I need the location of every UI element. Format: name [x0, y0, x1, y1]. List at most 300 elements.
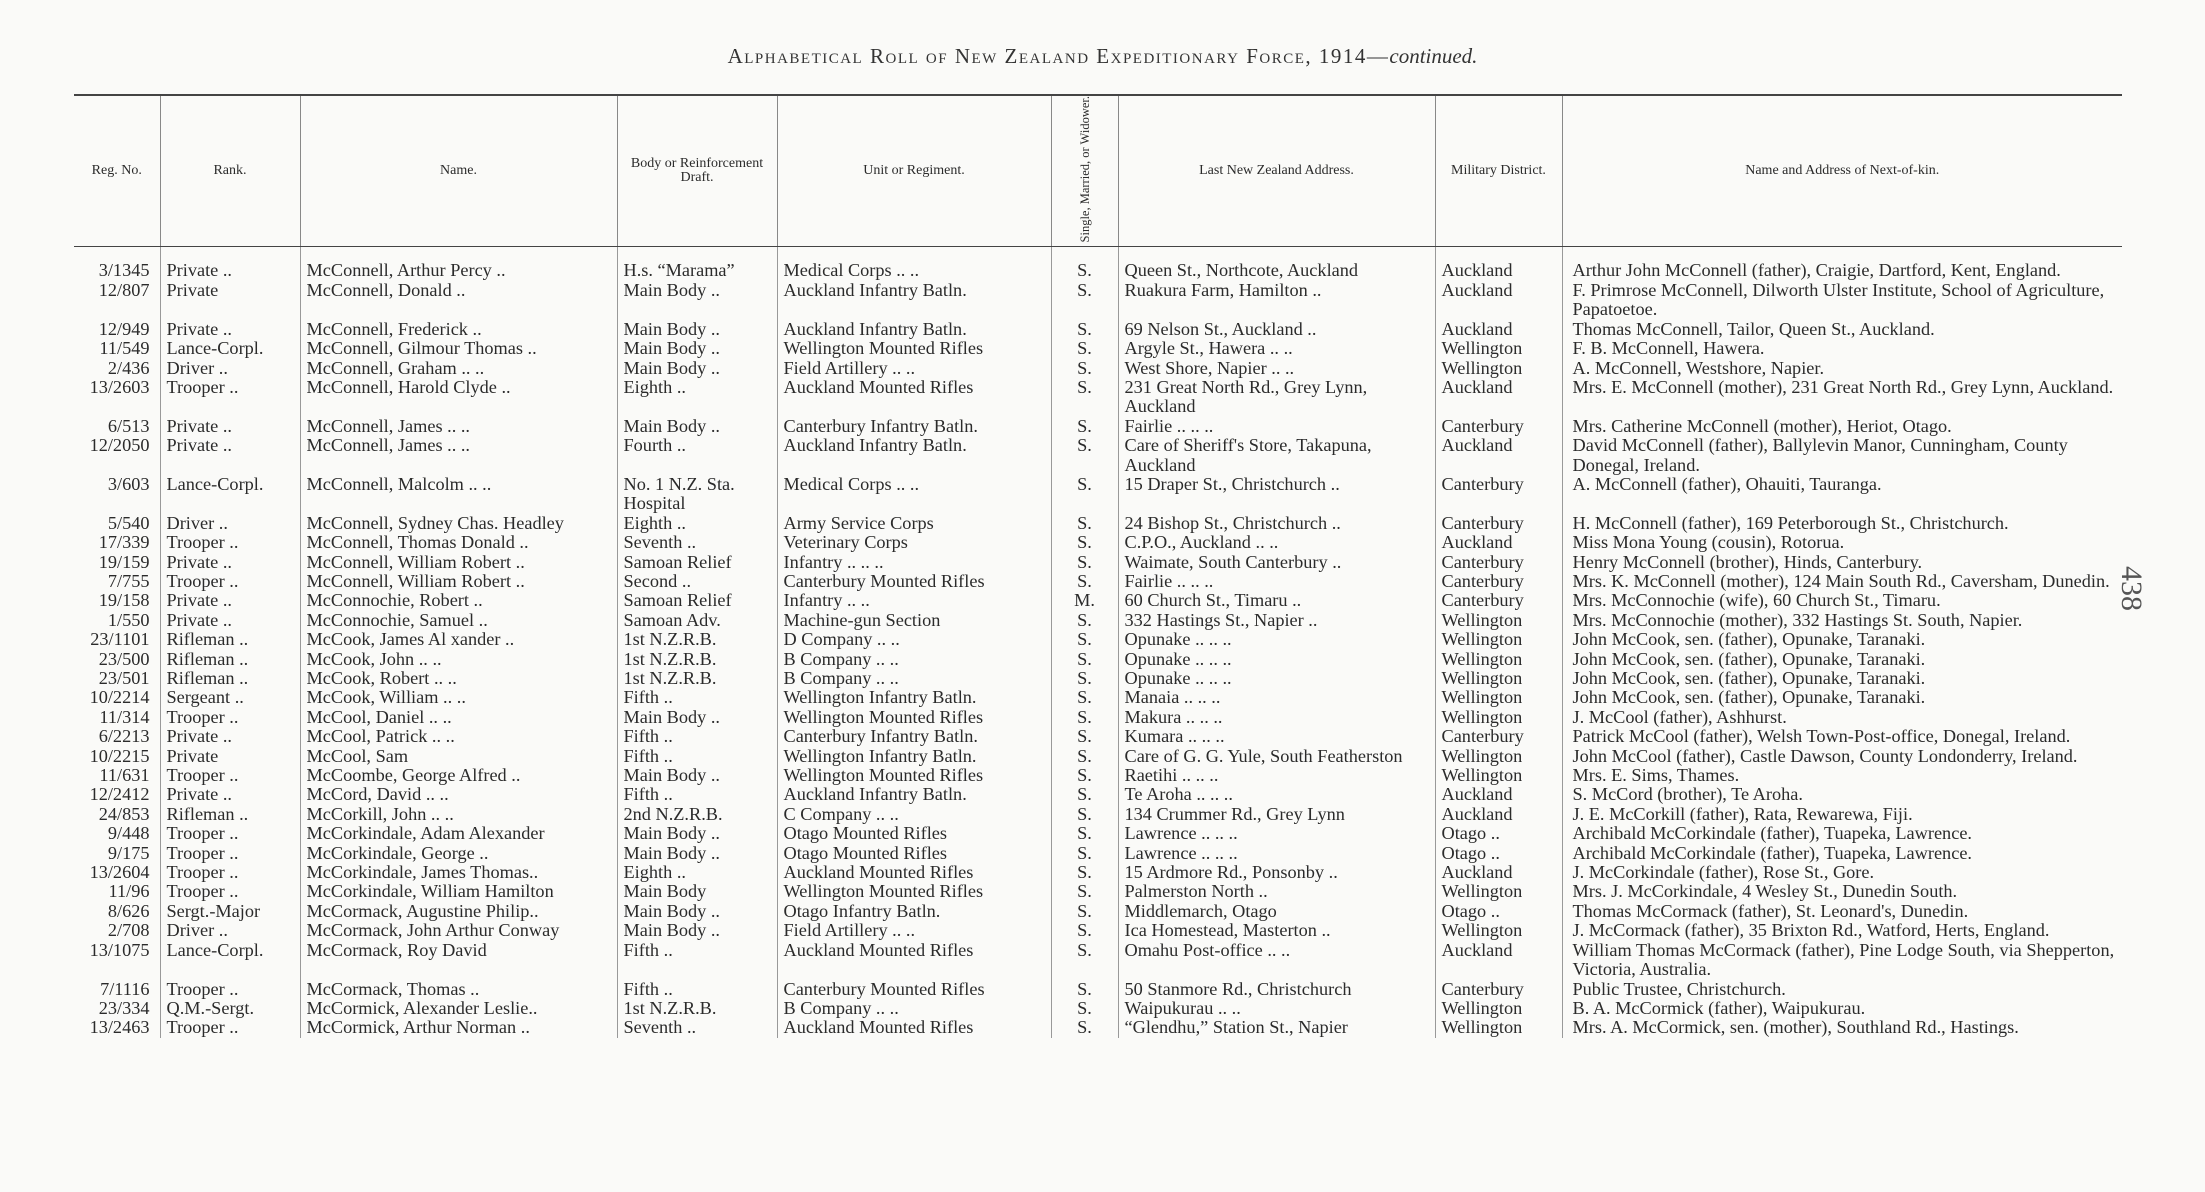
table-row — [74, 941, 2122, 980]
name-cell: McCook, John .. .. — [300, 650, 617, 669]
reg-no-cell: 11/631 — [74, 766, 160, 785]
district-cell: Canterbury — [1435, 475, 1562, 514]
draft-cell: 1st N.Z.R.B. — [617, 669, 777, 688]
name-cell: McCord, David .. .. — [300, 785, 617, 804]
draft-cell: H.s. “Marama” — [617, 261, 777, 280]
table-row — [74, 766, 2122, 785]
rank-cell: Private .. — [160, 727, 300, 746]
draft-cell: Seventh .. — [617, 1018, 777, 1037]
unit-cell: Canterbury Infantry Batln. — [777, 727, 1051, 746]
next-of-kin-cell: A. McConnell, Westshore, Napier. — [1572, 358, 1825, 378]
address-cell: Ica Homestead, Masterton .. — [1118, 921, 1435, 940]
address-cell: Raetihi .. .. .. — [1118, 766, 1435, 785]
district-cell: Canterbury — [1435, 591, 1562, 610]
table-row — [74, 844, 2122, 863]
unit-cell: D Company .. .. — [777, 630, 1051, 649]
address-cell: 69 Nelson St., Auckland .. — [1118, 320, 1435, 339]
rank-cell: Driver .. — [160, 921, 300, 940]
reg-no-cell: 2/708 — [74, 921, 160, 940]
draft-cell: Main Body .. — [617, 359, 777, 378]
title-main: Alphabetical Roll of New Zealand Expeditionary Force, 1914— — [727, 44, 1390, 68]
reg-no-cell: 23/501 — [74, 669, 160, 688]
reg-no-cell: 13/1075 — [74, 941, 160, 980]
address-cell: Fairlie .. .. .. — [1118, 417, 1435, 436]
rank-cell: Private .. — [160, 320, 300, 339]
header-next-of-kin: Name and Address of Next-of-kin. — [1562, 95, 2122, 247]
address-cell: Middlemarch, Otago — [1118, 902, 1435, 921]
name-cell: McCorkindale, George .. — [300, 844, 617, 863]
unit-cell: B Company .. .. — [777, 669, 1051, 688]
unit-cell: Army Service Corps — [777, 514, 1051, 533]
unit-cell: Veterinary Corps — [777, 533, 1051, 552]
header-unit: Unit or Regiment. — [777, 95, 1051, 247]
district-cell: Wellington — [1435, 611, 1562, 630]
marital-status-cell: S. — [1051, 436, 1118, 475]
address-cell: 60 Church St., Timaru .. — [1118, 591, 1435, 610]
table-row — [74, 359, 2122, 378]
unit-cell: Canterbury Mounted Rifles — [777, 572, 1051, 591]
rank-cell: Private .. — [160, 591, 300, 610]
table-row — [74, 611, 2122, 630]
next-of-kin-cell: Henry McConnell (brother), Hinds, Canterbury. — [1572, 552, 1923, 572]
draft-cell: Main Body .. — [617, 281, 777, 320]
marital-status-cell: S. — [1051, 785, 1118, 804]
marital-status-cell: S. — [1051, 999, 1118, 1018]
reg-no-cell: 6/513 — [74, 417, 160, 436]
name-cell: McConnell, Arthur Percy .. — [300, 261, 617, 280]
rank-cell: Rifleman .. — [160, 805, 300, 824]
next-of-kin-cell: Mrs. K. McConnell (mother), 124 Main South Rd., Caversham, Dunedin. — [1572, 571, 2110, 591]
name-cell: McConnell, James .. .. — [300, 417, 617, 436]
reg-no-cell: 12/2412 — [74, 785, 160, 804]
next-of-kin-cell: Mrs. J. McCorkindale, 4 Wesley St., Dunedin South. — [1572, 882, 1958, 902]
address-cell: Manaia .. .. .. — [1118, 688, 1435, 707]
address-cell: 15 Draper St., Christchurch .. — [1118, 475, 1435, 514]
rank-cell: Lance-Corpl. — [160, 339, 300, 358]
marital-status-cell: S. — [1051, 902, 1118, 921]
unit-cell: B Company .. .. — [777, 999, 1051, 1018]
table-row — [74, 1018, 2122, 1037]
draft-cell: No. 1 N.Z. Sta. Hospital — [617, 475, 777, 514]
header-reg-no: Reg. No. — [74, 95, 160, 247]
unit-cell: Auckland Infantry Batln. — [777, 281, 1051, 320]
address-cell: Opunake .. .. .. — [1118, 650, 1435, 669]
rank-cell: Trooper .. — [160, 1018, 300, 1037]
rank-cell: Lance-Corpl. — [160, 941, 300, 980]
district-cell: Wellington — [1435, 766, 1562, 785]
marital-status-cell: S. — [1051, 688, 1118, 707]
draft-cell: Fifth .. — [617, 980, 777, 999]
district-cell: Canterbury — [1435, 514, 1562, 533]
reg-no-cell: 11/96 — [74, 882, 160, 901]
name-cell: McCoombe, George Alfred .. — [300, 766, 617, 785]
district-cell: Wellington — [1435, 1018, 1562, 1037]
name-cell: McCorkindale, Adam Alexander — [300, 824, 617, 843]
rank-cell: Sergeant .. — [160, 688, 300, 707]
district-cell: Wellington — [1435, 747, 1562, 766]
table-row — [74, 999, 2122, 1018]
reg-no-cell: 11/314 — [74, 708, 160, 727]
next-of-kin-cell: F. Primrose McConnell, Dilworth Ulster Institute, School of Agriculture, Papatoetoe. — [1572, 280, 2105, 320]
unit-cell: Wellington Mounted Rifles — [777, 882, 1051, 901]
rank-cell: Rifleman .. — [160, 650, 300, 669]
address-cell: Kumara .. .. .. — [1118, 727, 1435, 746]
district-cell: Auckland — [1435, 805, 1562, 824]
address-cell: Queen St., Northcote, Auckland — [1118, 261, 1435, 280]
district-cell: Wellington — [1435, 882, 1562, 901]
draft-cell: Seventh .. — [617, 533, 777, 552]
marital-status-cell: S. — [1051, 844, 1118, 863]
name-cell: McCool, Sam — [300, 747, 617, 766]
name-cell: McCorkindale, William Hamilton — [300, 882, 617, 901]
next-of-kin-cell: William Thomas McCormack (father), Pine Lodge South, via Shepperton, Victoria, Australia. — [1572, 940, 2115, 980]
unit-cell: Canterbury Mounted Rifles — [777, 980, 1051, 999]
header-row — [74, 95, 2122, 247]
unit-cell: Infantry .. .. .. — [777, 553, 1051, 572]
next-of-kin-cell: Patrick McCool (father), Welsh Town-Post-office, Donegal, Ireland. — [1572, 727, 2071, 747]
draft-cell: Samoan Relief — [617, 591, 777, 610]
marital-status-cell: S. — [1051, 863, 1118, 882]
name-cell: McConnell, William Robert .. — [300, 553, 617, 572]
marital-status-cell: S. — [1051, 980, 1118, 999]
draft-cell: Eighth .. — [617, 378, 777, 417]
rank-cell: Private .. — [160, 611, 300, 630]
marital-status-cell: S. — [1051, 708, 1118, 727]
next-of-kin-cell: John McCook, sen. (father), Opunake, Taranaki. — [1572, 669, 1926, 688]
table-row — [74, 630, 2122, 649]
reg-no-cell: 1/550 — [74, 611, 160, 630]
table-row — [74, 514, 2122, 533]
district-cell: Canterbury — [1435, 553, 1562, 572]
reg-no-cell: 12/949 — [74, 320, 160, 339]
name-cell: McCormack, Thomas .. — [300, 980, 617, 999]
rank-cell: Q.M.-Sergt. — [160, 999, 300, 1018]
next-of-kin-cell: F. B. McConnell, Hawera. — [1572, 339, 1765, 359]
marital-status-cell: S. — [1051, 921, 1118, 940]
header-name: Name. — [300, 95, 617, 247]
district-cell: Auckland — [1435, 320, 1562, 339]
unit-cell: Auckland Mounted Rifles — [777, 941, 1051, 980]
marital-status-cell: S. — [1051, 747, 1118, 766]
address-cell: 134 Crummer Rd., Grey Lynn — [1118, 805, 1435, 824]
address-cell: Opunake .. .. .. — [1118, 669, 1435, 688]
name-cell: McConnell, Frederick .. — [300, 320, 617, 339]
reg-no-cell: 19/158 — [74, 591, 160, 610]
reg-no-cell: 8/626 — [74, 902, 160, 921]
district-cell: Auckland — [1435, 436, 1562, 475]
draft-cell: Main Body .. — [617, 766, 777, 785]
table-row — [74, 747, 2122, 766]
next-of-kin-cell: Arthur John McConnell (father), Craigie, Dartford, Kent, England. — [1572, 261, 2061, 281]
draft-cell: 1st N.Z.R.B. — [617, 630, 777, 649]
unit-cell: Otago Mounted Rifles — [777, 844, 1051, 863]
draft-cell: Fourth .. — [617, 436, 777, 475]
district-cell: Auckland — [1435, 941, 1562, 980]
draft-cell: 2nd N.Z.R.B. — [617, 805, 777, 824]
unit-cell: Field Artillery .. .. — [777, 359, 1051, 378]
address-cell: Ruakura Farm, Hamilton .. — [1118, 281, 1435, 320]
table-row — [74, 591, 2122, 610]
table-row — [74, 261, 2122, 280]
unit-cell: Auckland Infantry Batln. — [777, 436, 1051, 475]
table-row — [74, 417, 2122, 436]
reg-no-cell: 3/1345 — [74, 261, 160, 280]
reg-no-cell: 13/2604 — [74, 863, 160, 882]
marital-status-cell: S. — [1051, 824, 1118, 843]
address-cell: Lawrence .. .. .. — [1118, 824, 1435, 843]
district-cell: Canterbury — [1435, 572, 1562, 591]
reg-no-cell: 9/175 — [74, 844, 160, 863]
table-row — [74, 727, 2122, 746]
table-row — [74, 572, 2122, 591]
reg-no-cell: 9/448 — [74, 824, 160, 843]
draft-cell: Main Body .. — [617, 824, 777, 843]
address-cell: Makura .. .. .. — [1118, 708, 1435, 727]
address-cell: 24 Bishop St., Christchurch .. — [1118, 514, 1435, 533]
rank-cell: Trooper .. — [160, 766, 300, 785]
marital-status-cell: S. — [1051, 669, 1118, 688]
reg-no-cell: 12/2050 — [74, 436, 160, 475]
unit-cell: Auckland Infantry Batln. — [777, 785, 1051, 804]
next-of-kin-cell: John McCool (father), Castle Dawson, County Londonderry, Ireland. — [1572, 746, 2078, 766]
next-of-kin-cell: S. McCord (brother), Te Aroha. — [1572, 785, 1803, 805]
table-row — [74, 688, 2122, 707]
rank-cell: Private .. — [160, 417, 300, 436]
next-of-kin-cell: J. McCormack (father), 35 Brixton Rd., Watford, Herts, England. — [1572, 921, 2050, 941]
draft-cell: Main Body .. — [617, 902, 777, 921]
unit-cell: B Company .. .. — [777, 650, 1051, 669]
draft-cell: Eighth .. — [617, 863, 777, 882]
table-row — [74, 281, 2122, 320]
marital-status-cell: M. — [1051, 591, 1118, 610]
district-cell: Wellington — [1435, 669, 1562, 688]
next-of-kin-cell: Mrs. E. Sims, Thames. — [1572, 766, 1740, 786]
name-cell: McCormick, Alexander Leslie.. — [300, 999, 617, 1018]
next-of-kin-cell: Mrs. A. McCormick, sen. (mother), Southland Rd., Hastings. — [1572, 1018, 2019, 1038]
name-cell: McCormack, Augustine Philip.. — [300, 902, 617, 921]
unit-cell: Wellington Mounted Rifles — [777, 339, 1051, 358]
name-cell: McConnell, William Robert .. — [300, 572, 617, 591]
address-cell: 231 Great North Rd., Grey Lynn, Auckland — [1118, 378, 1435, 417]
next-of-kin-cell: A. McConnell (father), Ohauiti, Tauranga. — [1572, 474, 1882, 494]
next-of-kin-cell: H. McConnell (father), 169 Peterborough St., Christchurch. — [1572, 513, 2009, 533]
marital-status-cell: S. — [1051, 553, 1118, 572]
header-draft: Body or Reinforcement Draft. — [617, 95, 777, 247]
rank-cell: Rifleman .. — [160, 630, 300, 649]
district-cell: Auckland — [1435, 785, 1562, 804]
unit-cell: Wellington Infantry Batln. — [777, 747, 1051, 766]
district-cell: Auckland — [1435, 378, 1562, 417]
reg-no-cell: 19/159 — [74, 553, 160, 572]
reg-no-cell: 23/500 — [74, 650, 160, 669]
table-row — [74, 824, 2122, 843]
draft-cell: Fifth .. — [617, 785, 777, 804]
marital-status-cell: S. — [1051, 882, 1118, 901]
header-rank: Rank. — [160, 95, 300, 247]
next-of-kin-cell: J. McCorkindale (father), Rose St., Gore. — [1572, 863, 1875, 883]
address-cell: Lawrence .. .. .. — [1118, 844, 1435, 863]
name-cell: McConnell, Gilmour Thomas .. — [300, 339, 617, 358]
table-row — [74, 650, 2122, 669]
unit-cell: Machine-gun Section — [777, 611, 1051, 630]
table-row — [74, 863, 2122, 882]
district-cell: Wellington — [1435, 339, 1562, 358]
table-row — [74, 785, 2122, 804]
reg-no-cell: 5/540 — [74, 514, 160, 533]
draft-cell: Eighth .. — [617, 514, 777, 533]
district-cell: Otago .. — [1435, 824, 1562, 843]
next-of-kin-cell: Mrs. McConnochie (mother), 332 Hastings St. South, Napier. — [1572, 610, 2023, 630]
page-title — [0, 44, 2205, 69]
name-cell: McCook, Robert .. .. — [300, 669, 617, 688]
rank-cell: Trooper .. — [160, 980, 300, 999]
unit-cell: Wellington Mounted Rifles — [777, 766, 1051, 785]
reg-no-cell: 3/603 — [74, 475, 160, 514]
district-cell: Wellington — [1435, 688, 1562, 707]
draft-cell: Fifth .. — [617, 688, 777, 707]
district-cell: Wellington — [1435, 921, 1562, 940]
unit-cell: Otago Mounted Rifles — [777, 824, 1051, 843]
draft-cell: Fifth .. — [617, 727, 777, 746]
district-cell: Canterbury — [1435, 417, 1562, 436]
reg-no-cell: 13/2463 — [74, 1018, 160, 1037]
table-row — [74, 436, 2122, 475]
table-row — [74, 533, 2122, 552]
unit-cell: Auckland Mounted Rifles — [777, 863, 1051, 882]
next-of-kin-cell: John McCook, sen. (father), Opunake, Taranaki. — [1572, 688, 1926, 708]
table-row — [74, 378, 2122, 417]
reg-no-cell: 23/334 — [74, 999, 160, 1018]
district-cell: Otago .. — [1435, 844, 1562, 863]
draft-cell: Main Body .. — [617, 921, 777, 940]
unit-cell: Canterbury Infantry Batln. — [777, 417, 1051, 436]
next-of-kin-cell: Mrs. McConnochie (wife), 60 Church St., Timaru. — [1572, 591, 1941, 611]
reg-no-cell: 23/1101 — [74, 630, 160, 649]
next-of-kin-cell: Public Trustee, Christchurch. — [1572, 979, 1786, 999]
name-cell: McCormack, John Arthur Conway — [300, 921, 617, 940]
marital-status-cell: S. — [1051, 281, 1118, 320]
title-continued: continued. — [1389, 44, 1478, 68]
address-cell: 332 Hastings St., Napier .. — [1118, 611, 1435, 630]
draft-cell: Main Body .. — [617, 708, 777, 727]
reg-no-cell: 10/2214 — [74, 688, 160, 707]
table-row — [74, 320, 2122, 339]
unit-cell: Wellington Infantry Batln. — [777, 688, 1051, 707]
draft-cell: Main Body .. — [617, 320, 777, 339]
next-of-kin-cell: Thomas McConnell, Tailor, Queen St., Auckland. — [1572, 319, 1935, 339]
next-of-kin-cell: B. A. McCormick (father), Waipukurau. — [1572, 998, 1866, 1018]
marital-status-cell: S. — [1051, 320, 1118, 339]
address-cell: C.P.O., Auckland .. .. — [1118, 533, 1435, 552]
marital-status-cell: S. — [1051, 378, 1118, 417]
rank-cell: Private .. — [160, 553, 300, 572]
draft-cell: Samoan Relief — [617, 553, 777, 572]
marital-status-cell: S. — [1051, 261, 1118, 280]
name-cell: McConnell, Malcolm .. .. — [300, 475, 617, 514]
address-cell: Omahu Post-office .. .. — [1118, 941, 1435, 980]
rank-cell: Private .. — [160, 785, 300, 804]
unit-cell: Wellington Mounted Rifles — [777, 708, 1051, 727]
draft-cell: Main Body .. — [617, 844, 777, 863]
rank-cell: Driver .. — [160, 514, 300, 533]
rank-cell: Private — [160, 747, 300, 766]
reg-no-cell: 7/755 — [74, 572, 160, 591]
name-cell: McCorkindale, James Thomas.. — [300, 863, 617, 882]
marital-status-cell: S. — [1051, 514, 1118, 533]
address-cell: Fairlie .. .. .. — [1118, 572, 1435, 591]
next-of-kin-cell: Mrs. E. McConnell (mother), 231 Great North Rd., Grey Lynn, Auckland. — [1572, 377, 2114, 397]
draft-cell: Samoan Adv. — [617, 611, 777, 630]
reg-no-cell: 11/549 — [74, 339, 160, 358]
address-cell: Palmerston North .. — [1118, 882, 1435, 901]
address-cell: Waimate, South Canterbury .. — [1118, 553, 1435, 572]
district-cell: Auckland — [1435, 261, 1562, 280]
marital-status-cell: S. — [1051, 630, 1118, 649]
name-cell: McConnell, Graham .. .. — [300, 359, 617, 378]
address-cell: Argyle St., Hawera .. .. — [1118, 339, 1435, 358]
address-cell: 50 Stanmore Rd., Christchurch — [1118, 980, 1435, 999]
district-cell: Canterbury — [1435, 980, 1562, 999]
marital-status-cell: S. — [1051, 805, 1118, 824]
address-cell: Care of G. G. Yule, South Featherston — [1118, 747, 1435, 766]
header-address: Last New Zealand Address. — [1118, 95, 1435, 247]
address-cell: West Shore, Napier .. .. — [1118, 359, 1435, 378]
header-status-text: Single, Married, or Widower. — [1077, 96, 1092, 243]
marital-status-cell: S. — [1051, 359, 1118, 378]
table-row — [74, 475, 2122, 514]
table-row — [74, 902, 2122, 921]
rank-cell: Private .. — [160, 436, 300, 475]
address-cell: Waipukurau .. .. — [1118, 999, 1435, 1018]
unit-cell: Medical Corps .. .. — [777, 261, 1051, 280]
district-cell: Wellington — [1435, 650, 1562, 669]
address-cell: Te Aroha .. .. .. — [1118, 785, 1435, 804]
table-row — [74, 980, 2122, 999]
draft-cell: 1st N.Z.R.B. — [617, 650, 777, 669]
reg-no-cell: 17/339 — [74, 533, 160, 552]
roll-table — [74, 94, 2122, 1038]
draft-cell: Second .. — [617, 572, 777, 591]
table-row — [74, 339, 2122, 358]
rank-cell: Lance-Corpl. — [160, 475, 300, 514]
name-cell: McConnell, Donald .. — [300, 281, 617, 320]
reg-no-cell: 24/853 — [74, 805, 160, 824]
marital-status-cell: S. — [1051, 611, 1118, 630]
address-cell: “Glendhu,” Station St., Napier — [1118, 1018, 1435, 1037]
marital-status-cell: S. — [1051, 1018, 1118, 1037]
table-row — [74, 921, 2122, 940]
next-of-kin-cell: J. McCool (father), Ashhurst. — [1572, 707, 1787, 727]
name-cell: McConnell, Harold Clyde .. — [300, 378, 617, 417]
name-cell: McConnell, James .. .. — [300, 436, 617, 475]
table-row — [74, 669, 2122, 688]
rank-cell: Trooper .. — [160, 844, 300, 863]
district-cell: Auckland — [1435, 533, 1562, 552]
district-cell: Wellington — [1435, 999, 1562, 1018]
marital-status-cell: S. — [1051, 533, 1118, 552]
marital-status-cell: S. — [1051, 339, 1118, 358]
header-district: Military District. — [1435, 95, 1562, 247]
marital-status-cell: S. — [1051, 650, 1118, 669]
draft-cell: 1st N.Z.R.B. — [617, 999, 777, 1018]
next-of-kin-cell: Archibald McCorkindale (father), Tuapeka, Lawrence. — [1572, 824, 1973, 844]
name-cell: McCook, James Al xander .. — [300, 630, 617, 649]
marital-status-cell: S. — [1051, 727, 1118, 746]
roll-body — [74, 247, 2122, 1038]
name-cell: McCorkill, John .. .. — [300, 805, 617, 824]
table-row — [74, 882, 2122, 901]
next-of-kin-cell: Archibald McCorkindale (father), Tuapeka, Lawrence. — [1572, 843, 1973, 863]
